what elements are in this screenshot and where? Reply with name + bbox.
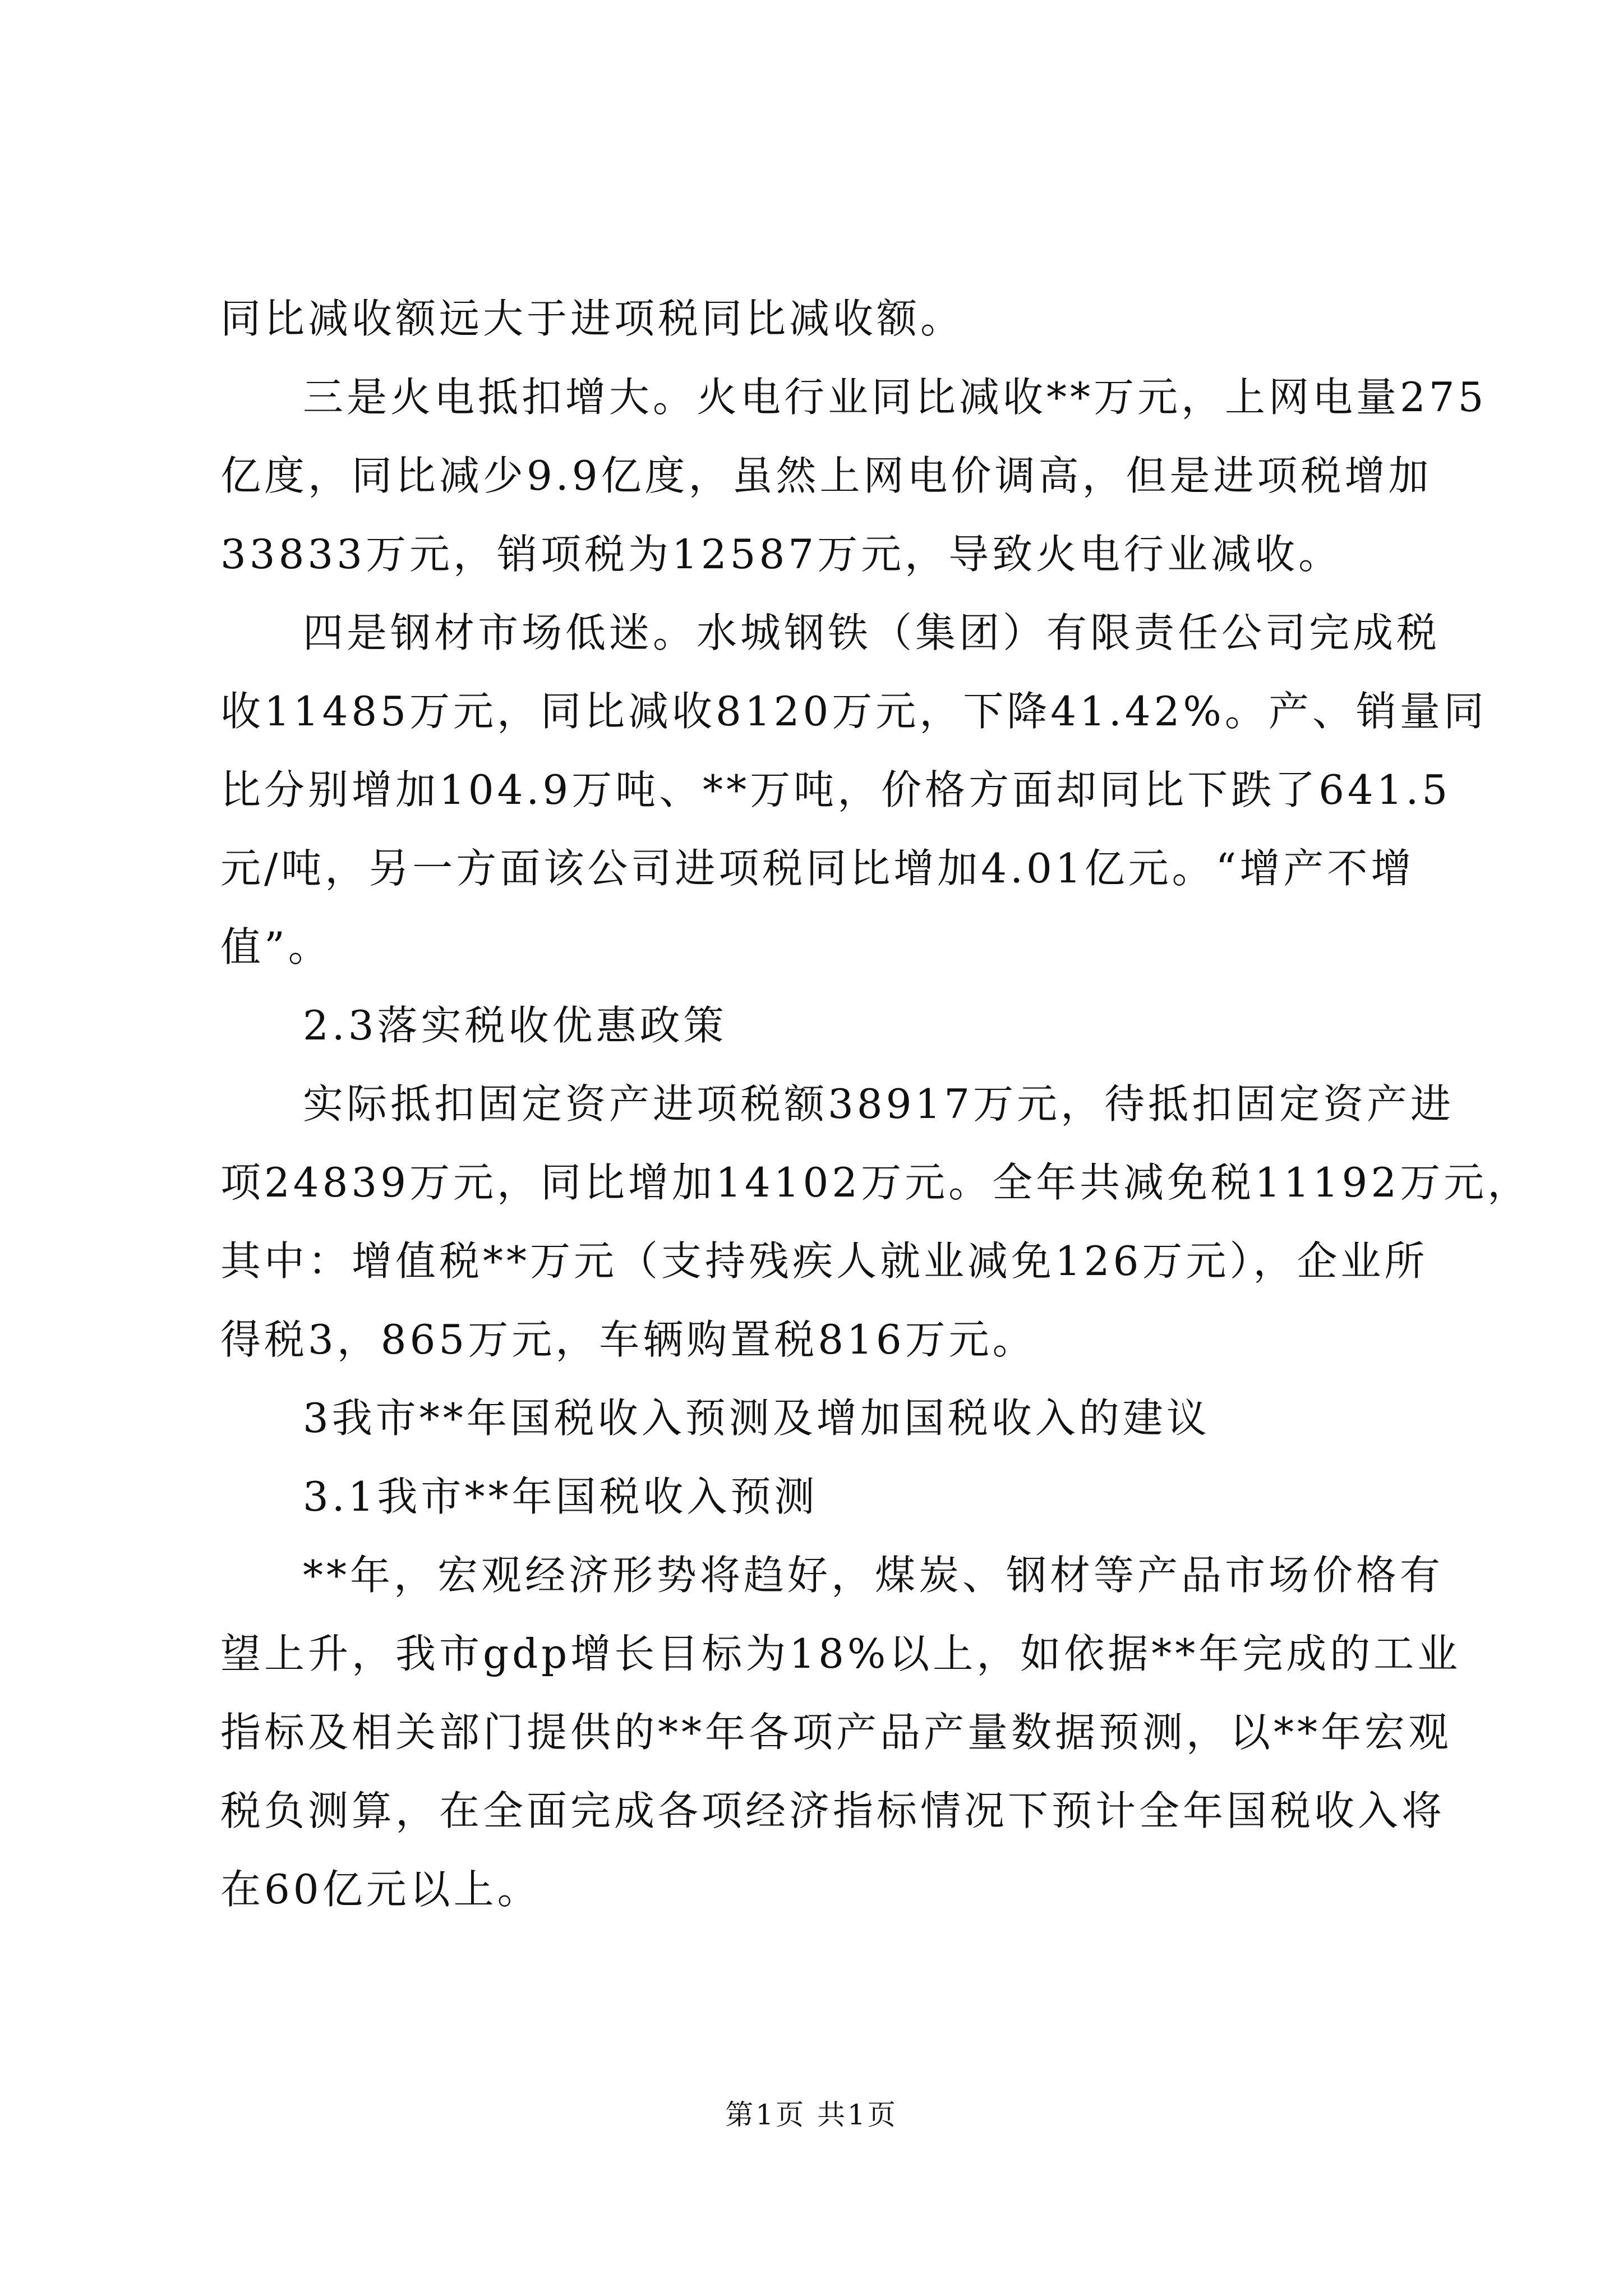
text-line-21: 在60亿元以上。 [220,1866,541,1913]
text-line-2: 三是火电抵扣增大。火电行业同比减收**万元，上网电量275 [303,374,1487,421]
text-line-20: 税负测算，在全面完成各项经济指标情况下预计全年国税收入将 [220,1787,1446,1834]
text-line-9: 值”。 [220,923,332,970]
section-heading-3-1: 3.1我市**年国税收入预测 [303,1473,818,1520]
text-line-4: 33833万元，销项税为12587万元，导致火电行业减收。 [220,531,1343,578]
page-footer: 第1页 共1页 [725,2099,898,2131]
text-line-13: 其中：增值税**万元（支持残疾人就业减免126万元），企业所 [220,1237,1428,1285]
text-line-1: 同比减收额远大于进项税同比减收额。 [220,295,965,342]
section-heading-3: 3我市**年国税收入预测及增加国税收入的建议 [303,1395,1210,1442]
text-line-5: 四是钢材市场低迷。水城钢铁（集团）有限责任公司完成税 [303,609,1441,656]
text-line-6: 收11485万元，同比减收8120万元，下降41.42%。产、销量同 [220,688,1487,735]
text-line-3: 亿度，同比减少9.9亿度，虽然上网电价调高，但是进项税增加 [220,452,1432,499]
text-line-18: 望上升，我市gdp增长目标为18%以上，如依据**年完成的工业 [220,1630,1461,1677]
text-line-7: 比分别增加104.9万吨、**万吨，价格方面却同比下跌了641.5 [220,766,1451,813]
text-line-11: 实际抵扣固定资产进项税额38917万元，待抵扣固定资产进 [303,1080,1455,1128]
section-heading-2-3: 2.3落实税收优惠政策 [303,1002,727,1049]
text-line-8: 元/吨，另一方面该公司进项税同比增加4.01亿元。“增产不增 [220,845,1415,892]
text-line-19: 指标及相关部门提供的**年各项产品产量数据预测，以**年宏观 [220,1709,1453,1756]
text-line-12: 项24839万元，同比增加14102万元。全年共减免税11192万元， [220,1159,1532,1206]
text-line-14: 得税3，865万元，车辆购置税816万元。 [220,1316,1036,1363]
text-line-17: **年，宏观经济形势将趋好，煤炭、钢材等产品市场价格有 [303,1552,1444,1599]
